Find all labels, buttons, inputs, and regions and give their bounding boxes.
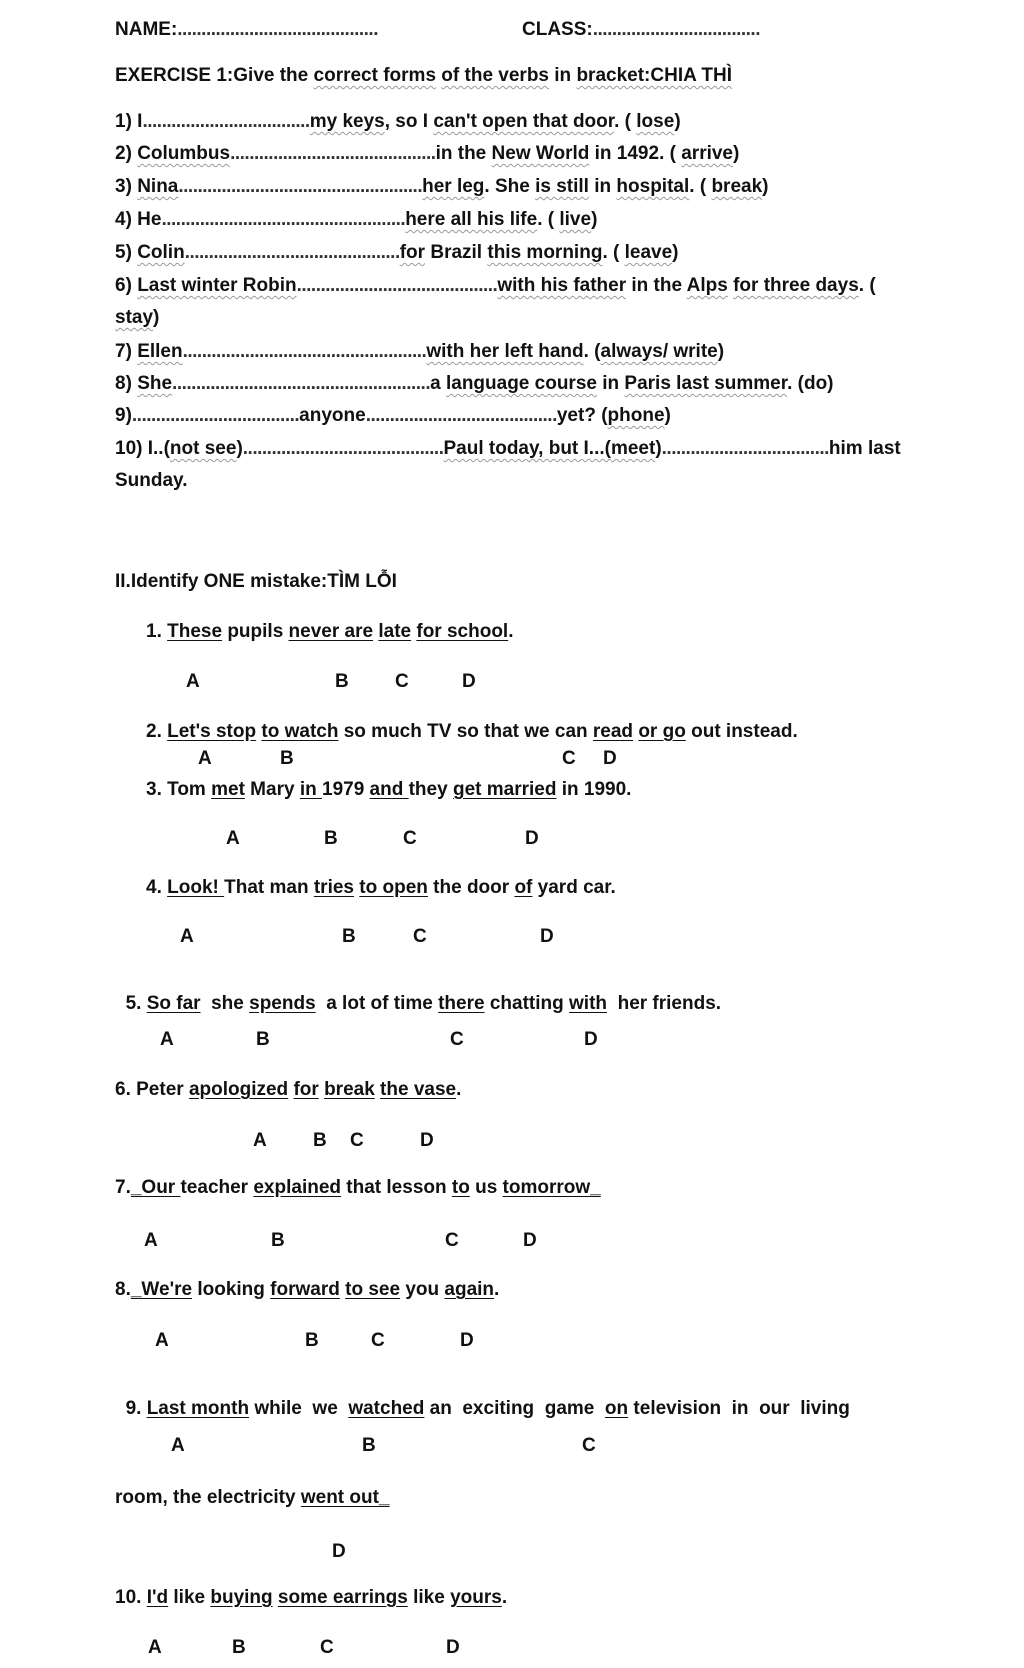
q1-letter-a[interactable]: A [186, 671, 200, 692]
q5-letter-a[interactable]: A [160, 1029, 174, 1050]
ex1-item-8[interactable]: 8) She......................................................a language course in Paris last summer. (do) [115, 373, 834, 394]
q4-letter-c[interactable]: C [413, 926, 427, 947]
q9-letter-b[interactable]: B [362, 1435, 376, 1456]
q3-letter-d[interactable]: D [525, 828, 539, 849]
q7-letter-b[interactable]: B [271, 1230, 285, 1251]
q8-letter-c[interactable]: C [371, 1330, 385, 1351]
q1-letter-c[interactable]: C [395, 671, 409, 692]
ex2-question-3[interactable]: 3. Tom met Mary in 1979 and they get married in 1990. [146, 779, 632, 800]
ex1-item-3[interactable]: 3) Nina...................................................her leg. She is still in hospital. ( break) [115, 176, 769, 197]
ex2-question-9[interactable]: 9. Last month while we watched an exciting game on television in our living [125, 1398, 850, 1419]
q3-letter-a[interactable]: A [226, 828, 240, 849]
ex1-item-1[interactable]: 1) I...................................my keys, so I can't open that door. ( lose) [115, 111, 681, 132]
ex2-question-5[interactable]: 5. So far she spends a lot of time there chatting with her friends. [125, 993, 722, 1014]
q2-letter-d[interactable]: D [603, 748, 617, 769]
q6-letter-c[interactable]: C [350, 1130, 364, 1151]
q2-letter-a[interactable]: A [198, 748, 212, 769]
q2-letter-c[interactable]: C [562, 748, 576, 769]
ex2-question-7[interactable]: 7._Our teacher explained that lesson to us tomorrow_ [115, 1177, 601, 1198]
ex1-item-10[interactable]: 10) I..(not see)..........................................Paul today, but I...(meet)...................................him last [115, 438, 901, 459]
q10-letter-b[interactable]: B [232, 1637, 246, 1658]
q4-letter-b[interactable]: B [342, 926, 356, 947]
ex2-question-8[interactable]: 8._We're looking forward to see you again. [115, 1279, 500, 1300]
exercise2-title: II.Identify ONE mistake:TÌM LỖI [115, 571, 397, 592]
q1-letter-d[interactable]: D [462, 671, 476, 692]
q2-letter-b[interactable]: B [280, 748, 294, 769]
q8-letter-d[interactable]: D [460, 1330, 474, 1351]
ex1-item-2[interactable]: 2) Columbus...........................................in the New World in 1492. ( arrive) [115, 143, 740, 164]
ex1-item-9[interactable]: 9)...................................anyone........................................yet? (phone) [115, 405, 671, 426]
ex2-question-4[interactable]: 4. Look! That man tries to open the door of yard car. [146, 877, 616, 898]
q4-letter-d[interactable]: D [540, 926, 554, 947]
ex1-item-7[interactable]: 7) Ellen...................................................with her left hand. (always/ write) [115, 341, 725, 362]
q5-letter-b[interactable]: B [256, 1029, 270, 1050]
q3-letter-b[interactable]: B [324, 828, 338, 849]
ex2-question-6[interactable]: 6. Peter apologized for break the vase. [115, 1079, 462, 1100]
q8-letter-b[interactable]: B [305, 1330, 319, 1351]
class-field[interactable]: CLASS:................................... [522, 19, 760, 40]
q9-letter-a[interactable]: A [171, 1435, 185, 1456]
q10-letter-c[interactable]: C [320, 1637, 334, 1658]
ex1-item-4[interactable]: 4) He...................................................here all his life. ( live) [115, 209, 598, 230]
q6-letter-a[interactable]: A [253, 1130, 267, 1151]
q3-letter-c[interactable]: C [403, 828, 417, 849]
q6-letter-d[interactable]: D [420, 1130, 434, 1151]
exercise1-title: EXERCISE 1:Give the correct forms of the verbs in bracket:CHIA THÌ [115, 65, 732, 86]
ex2-question-1[interactable]: 1. These pupils never are late for school. [146, 621, 514, 642]
q7-letter-a[interactable]: A [144, 1230, 158, 1251]
ex1-item-6[interactable]: 6) Last winter Robin..........................................with his father in the Alps for three days. ( [115, 275, 876, 296]
q1-letter-b[interactable]: B [335, 671, 349, 692]
q5-letter-c[interactable]: C [450, 1029, 464, 1050]
ex2-question-9-cont: room, the electricity went out_ [115, 1487, 390, 1508]
ex2-question-10[interactable]: 10. I'd like buying some earrings like yours. [115, 1587, 508, 1608]
ex1-item-10-cont: Sunday. [115, 470, 188, 491]
q10-letter-a[interactable]: A [148, 1637, 162, 1658]
q10-letter-d[interactable]: D [446, 1637, 460, 1658]
q4-letter-a[interactable]: A [180, 926, 194, 947]
q7-letter-d[interactable]: D [523, 1230, 537, 1251]
ex2-question-2[interactable]: 2. Let's stop to watch so much TV so that we can read or go out instead. [146, 721, 798, 742]
q8-letter-a[interactable]: A [155, 1330, 169, 1351]
q6-letter-b[interactable]: B [313, 1130, 327, 1151]
q5-letter-d[interactable]: D [584, 1029, 598, 1050]
name-field[interactable]: NAME:.......................................... [115, 19, 378, 40]
q7-letter-c[interactable]: C [445, 1230, 459, 1251]
q9-letter-d[interactable]: D [332, 1541, 346, 1562]
ex1-item-6-cont: stay) [115, 307, 160, 328]
q9-letter-c[interactable]: C [582, 1435, 596, 1456]
ex1-item-5[interactable]: 5) Colin.............................................for Brazil this morning. ( leave) [115, 242, 679, 263]
